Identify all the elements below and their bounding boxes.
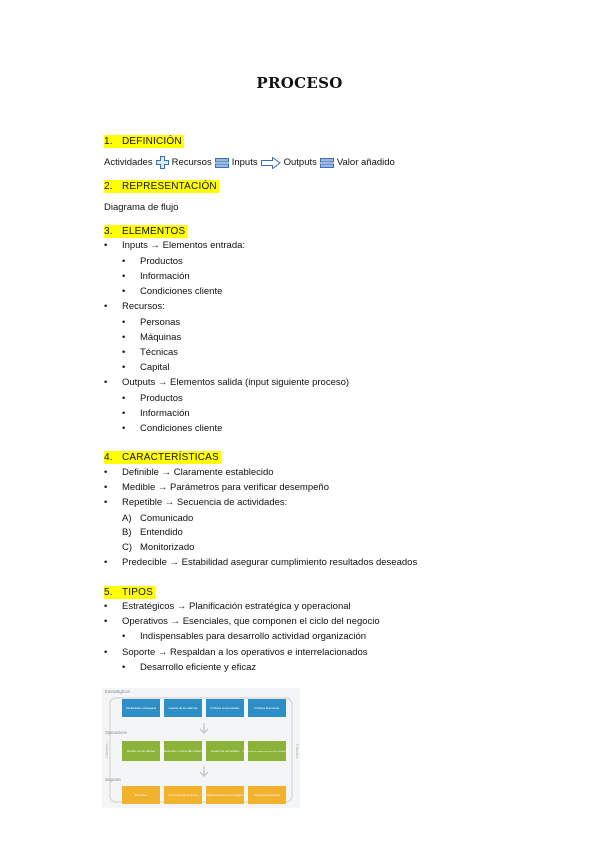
heading-representacion: 2. REPRESENTACIÓN [104,181,217,192]
row-operativos [122,741,292,761]
term-valor-anadido: Valor añadido [336,157,395,169]
equals-icon [320,158,334,168]
process-map-diagram [102,688,300,808]
heading-definicion: 1. DEFINICIÓN [104,136,182,147]
diagram-label-estrategicos: Estratégicos [105,689,130,694]
list-subitem: B) Entendido [122,527,183,538]
box-text: Recepción y control del producto [162,749,204,753]
box-text: Gestión de los gastos de viaje de los trabajadores [242,751,292,753]
heading-tipos: 5. TIPOS [104,587,154,598]
box-text: Formación del personal [168,793,198,797]
box-text: Gestión de los clientes [126,749,156,753]
equals-icon [215,158,229,168]
box-text: Políticas financieras [254,706,280,710]
box-text: Mercadeo [134,793,148,797]
box-text: Planificación estratégica [125,706,157,710]
page-title: PROCESO [256,74,343,92]
list-item: • Operativos → Esenciales, que componen el ciclo del negocio [104,616,380,627]
list-subitem: • Indispensables para desarrollo actividad organización [122,631,367,642]
list-subitem: • Condiciones cliente [122,423,223,434]
term-actividades: Actividades [104,157,153,169]
list-item: • Predecible → Estabilidad asegurar cumplimiento resultados deseados [104,557,418,568]
list-item: • Recursos: [104,301,165,312]
list-item: • Medible → Parámetros para verificar desempeño [104,482,329,493]
box-text: Gestión de los pedidos [210,749,240,753]
list-subitem: • Productos [122,393,183,404]
list-subitem: A) Comunicado [122,513,194,524]
list-subitem: • Condiciones cliente [122,286,223,297]
box-text: Gestión de los alianzas [168,706,198,710]
list-item: • Estratégicos → Planificación estratégica y operacional [104,601,351,612]
list-subitem: C) Monitorizado [122,542,195,553]
list-subitem: • Capital [122,362,170,373]
list-item: • Inputs → Elementos entrada: [104,240,246,251]
definition-formula [104,156,395,169]
process-map-svg [102,688,300,808]
list-item: • Soporte → Respaldan a los operativos e interrelacionados [104,647,368,658]
box-text: Recursos financieros [253,793,281,797]
list-subitem: • Información [122,271,190,282]
diagram-label-soporte: Soporte [105,777,121,782]
term-outputs: Outputs [283,157,317,169]
representation-text: Diagrama de flujo [104,202,179,213]
list-subitem: • Personas [122,317,181,328]
heading-caracteristicas: 4. CARACTERÍSTICAS [104,452,219,463]
list-subitem: • Máquinas [122,332,182,343]
list-subitem: • Técnicas [122,347,179,358]
list-item: • Repetible → Secuencia de actividades: [104,497,288,508]
box-text: Mantenimiento de los equipos [206,793,244,797]
list-item: • Definible → Claramente establecido [104,467,274,478]
diagram-label-clientes-left: Clientes [104,743,109,758]
term-inputs: Inputs [231,157,258,169]
arrow-right-icon [261,157,281,169]
list-item: • Outputs → Elementos salida (input siguiente proceso) [104,377,350,388]
list-subitem: • Desarrollo eficiente y eficaz [122,662,257,673]
term-recursos: Recursos [171,157,212,169]
list-subitem: • Productos [122,256,183,267]
plus-icon [156,156,169,169]
heading-elementos: 3. ELEMENTOS [104,226,186,237]
diagram-label-clientes-right: Clientes [295,744,300,759]
box-text: Políticas empresariales [210,706,240,710]
list-subitem: • Información [122,408,190,419]
diagram-label-operativos: Operativos [105,730,127,735]
